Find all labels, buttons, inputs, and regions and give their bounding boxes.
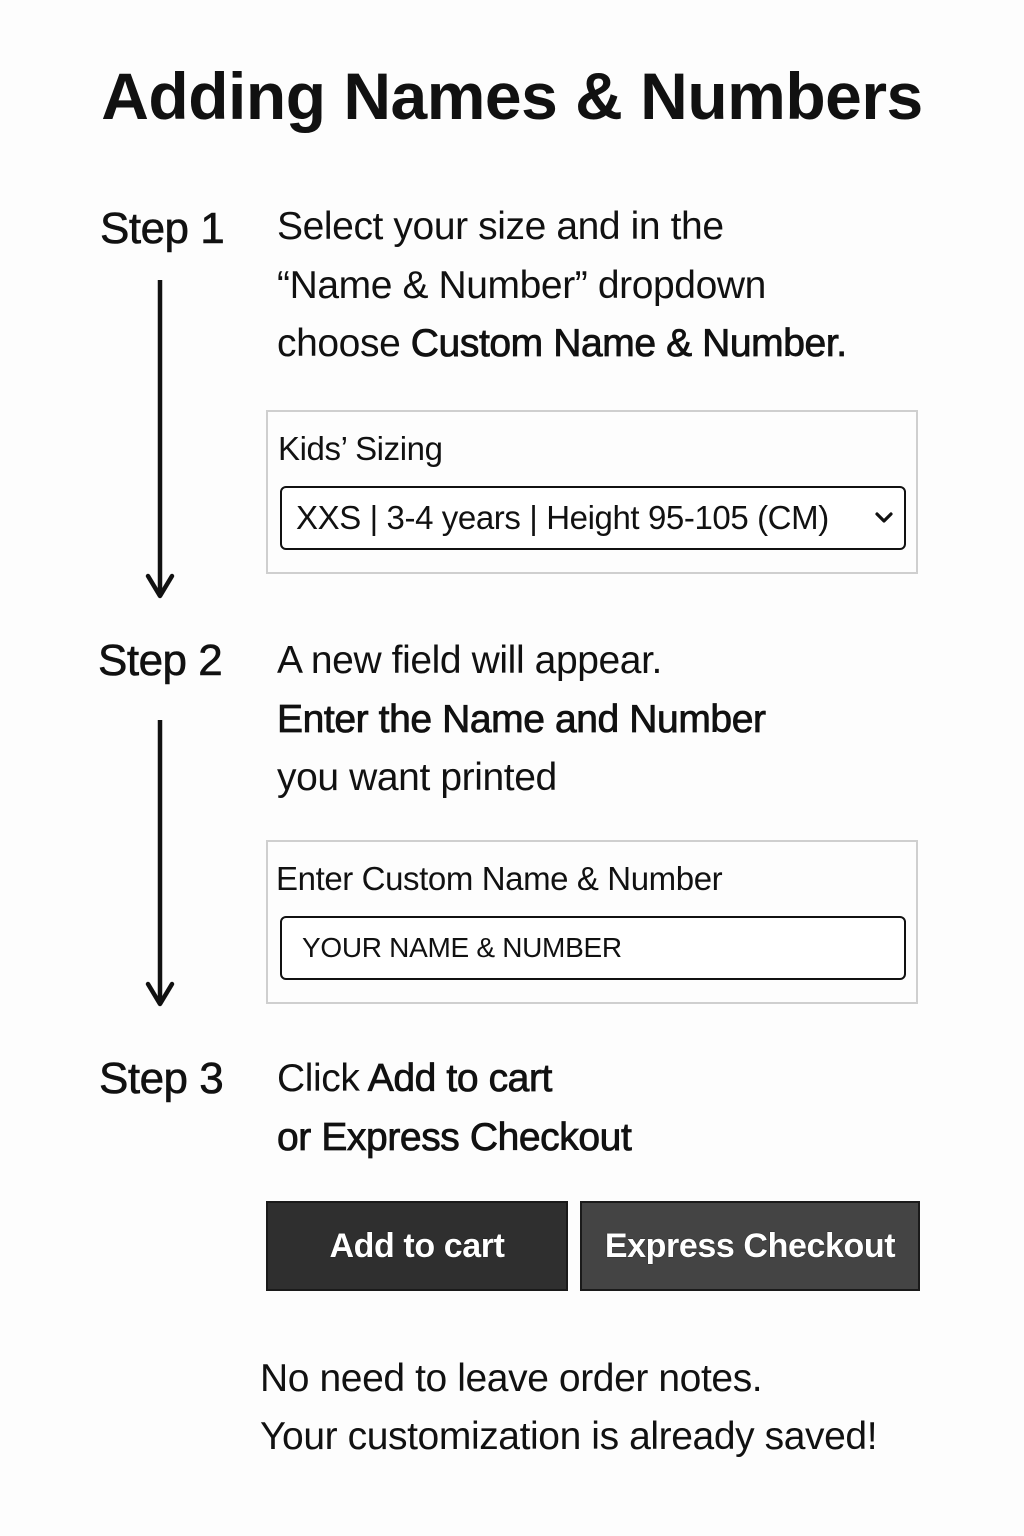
arrow-down-icon xyxy=(144,280,176,602)
step-2-line-3: you want printed xyxy=(277,756,557,799)
step-2-line-1: A new field will appear. xyxy=(277,639,662,682)
arrow-down-icon xyxy=(144,720,176,1010)
custom-name-input-value: YOUR NAME & NUMBER xyxy=(302,932,622,963)
custom-name-label: Enter Custom Name & Number xyxy=(276,860,723,897)
step-1-line-3: choose Custom Name & Number. xyxy=(277,322,847,365)
chevron-down-icon[interactable] xyxy=(864,511,904,525)
custom-name-input[interactable] xyxy=(280,916,906,980)
step-1-line-2: “Name & Number” dropdown xyxy=(277,263,766,307)
custom-name-panel xyxy=(266,840,918,1004)
step-1-line-1: Select your size and in the xyxy=(277,205,724,248)
step-1-instructions xyxy=(277,198,847,374)
step-3-line-1: Click Add to cart xyxy=(277,1057,552,1100)
express-checkout-button[interactable]: Express Checkout xyxy=(580,1201,920,1291)
page-title: Adding Names & Numbers xyxy=(101,59,923,133)
kids-sizing-panel xyxy=(266,410,918,574)
step-1-label: Step 1 xyxy=(100,204,225,253)
step-3-instructions xyxy=(277,1050,631,1167)
step-2-instructions xyxy=(277,632,766,808)
step-3-label: Step 3 xyxy=(99,1054,224,1103)
note-line-1: No need to leave order notes. xyxy=(260,1357,763,1400)
step-3-line-2: or Express Checkout xyxy=(277,1115,632,1159)
kids-sizing-label: Kids’ Sizing xyxy=(278,430,443,467)
order-notes-message xyxy=(260,1350,877,1466)
size-select-value: XXS | 3-4 years | Height 95-105 (CM) xyxy=(296,499,829,536)
note-line-2: Your customization is already saved! xyxy=(260,1415,878,1458)
step-2-line-2: Enter the Name and Number xyxy=(277,697,766,741)
size-select[interactable] xyxy=(280,486,906,550)
step-2-label: Step 2 xyxy=(98,636,223,685)
add-to-cart-button[interactable]: Add to cart xyxy=(266,1201,568,1291)
custom-option-highlight: Custom Name & Number. xyxy=(410,322,847,365)
